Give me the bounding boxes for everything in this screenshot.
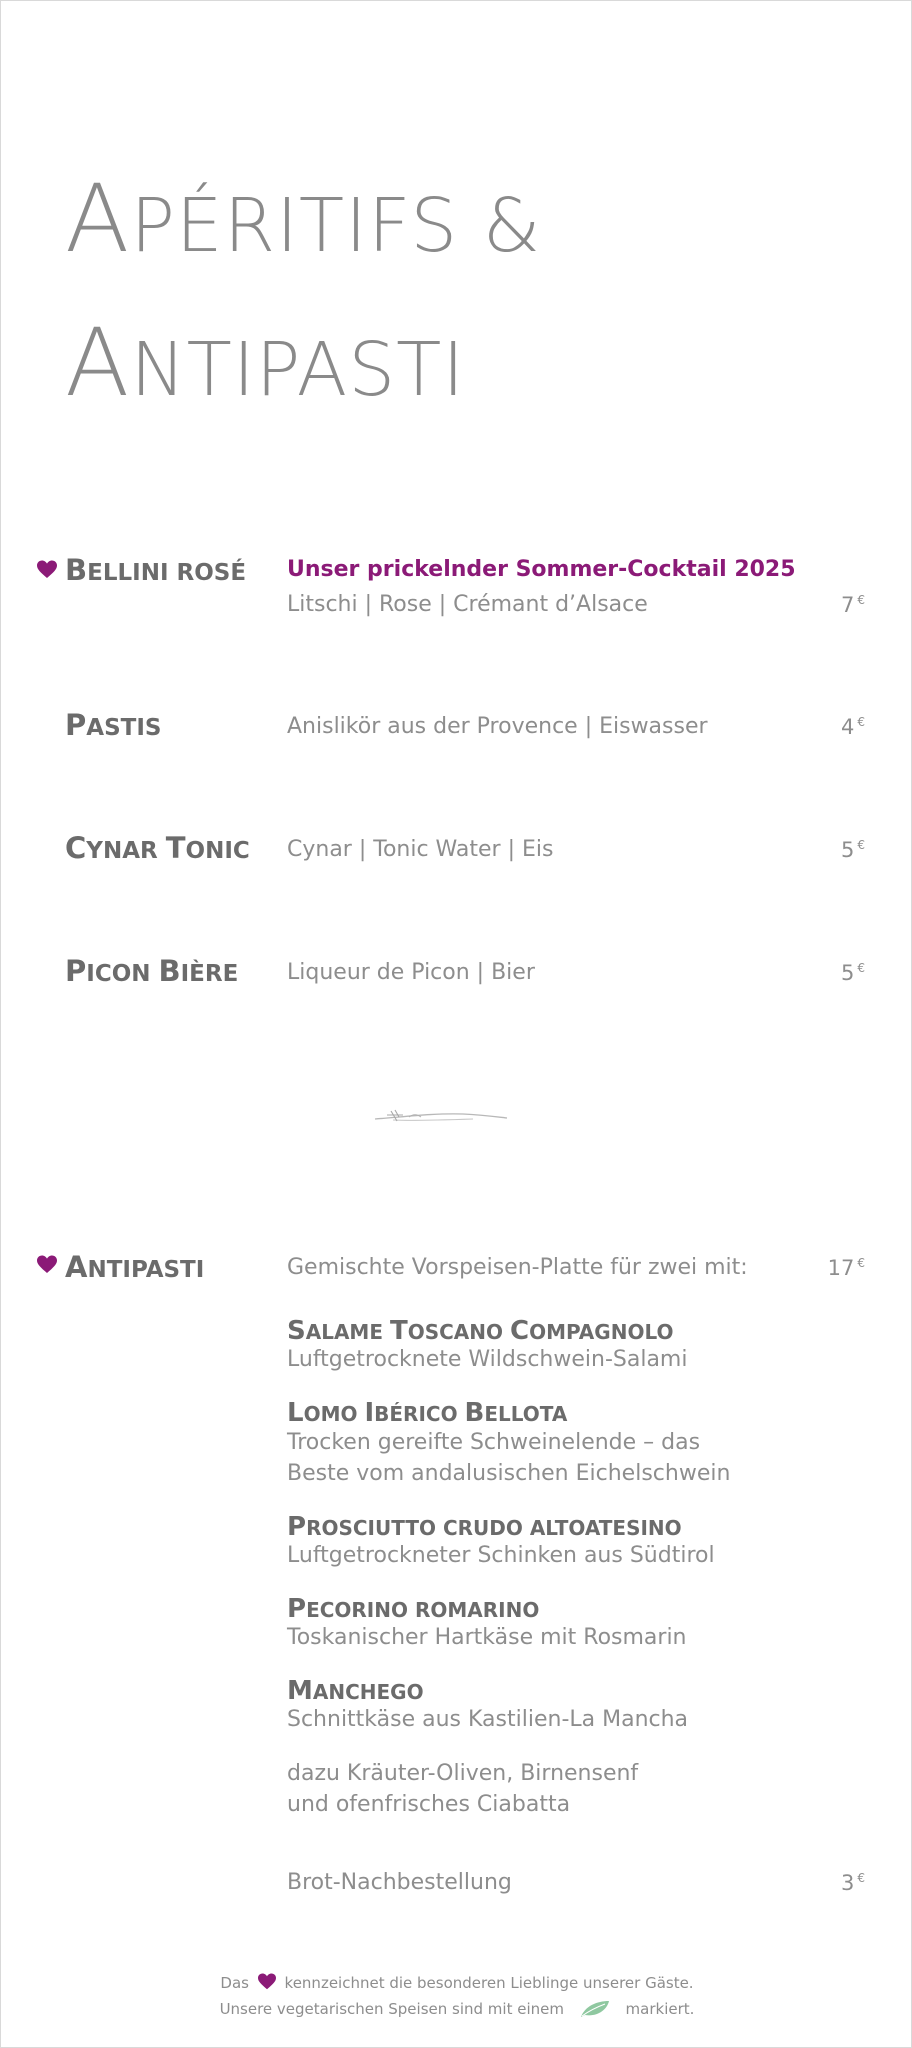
section-name-antipasti: ANTIPASTI <box>65 1250 205 1284</box>
antipasti-item-description: Toskanischer Hartkäse mit Rosmarin <box>287 1625 687 1650</box>
antipasti-extras: und ofenfrisches Ciabatta <box>287 1792 571 1817</box>
leaf-icon <box>579 2000 611 2018</box>
footer-note-favorites: Das kennzeichnet die besonderen Lieblinge unserer Gäste. <box>220 1974 694 1992</box>
price-cynar-tonic: 5 € <box>840 838 865 862</box>
heart-icon <box>258 1973 276 1991</box>
price-bellini: 7 € <box>840 593 865 617</box>
drink-description-bellini: Litschi | Rose | Crémant d’Alsace <box>287 592 648 617</box>
price-pastis: 4 € <box>840 715 865 739</box>
antipasti-item-prosciutto: PROSCIUTTO CRUDO ALTOATESINO <box>287 1512 682 1542</box>
antipasti-item-description: Luftgetrockneter Schinken aus Südtirol <box>287 1543 715 1568</box>
antipasti-item-manchego: MANCHEGO <box>287 1676 424 1706</box>
price-antipasti: 17 € <box>827 1256 865 1280</box>
antipasti-item-description: Schnittkäse aus Kastilien-La Mancha <box>287 1707 689 1732</box>
price-bread: 3 € <box>840 1871 865 1895</box>
footer-note-vegetarian: Unsere vegetarischen Speisen sind mit einem markiert. <box>219 2000 695 2018</box>
price-picon-biere: 5 € <box>840 961 865 985</box>
antipasti-description: Gemischte Vorspeisen-Platte für zwei mit: <box>287 1255 748 1280</box>
antipasti-item-lomo: LOMO IBÉRICO BELLOTA <box>287 1398 568 1428</box>
page-title <box>65 161 541 449</box>
drink-name-cynar-tonic: CYNAR TONIC <box>65 831 250 865</box>
heart-icon <box>37 1255 57 1275</box>
highlight-text: Unser prickelnder Sommer-Cocktail 2025 <box>287 557 796 582</box>
antipasti-extras: dazu Kräuter-Oliven, Birnensenf <box>287 1761 639 1786</box>
drink-description-cynar-tonic: Cynar | Tonic Water | Eis <box>287 837 554 862</box>
drink-name-pastis: PASTIS <box>65 708 162 742</box>
drink-name-picon-biere: PICON BIÈRE <box>65 954 239 988</box>
drink-name-bellini: BELLINI ROSÉ <box>65 553 247 587</box>
title-line-2: ANTIPASTI <box>65 309 466 418</box>
title-line-1: APÉRITIFS & <box>65 165 542 274</box>
branch-ornament-icon <box>373 1105 509 1127</box>
heart-icon <box>37 560 57 580</box>
bread-description: Brot-Nachbestellung <box>287 1870 512 1895</box>
antipasti-item-salame: SALAME TOSCANO COMPAGNOLO <box>287 1316 674 1346</box>
antipasti-item-description: Trocken gereifte Schweinelende – das <box>287 1430 701 1455</box>
drink-description-pastis: Anislikör aus der Provence | Eiswasser <box>287 714 708 739</box>
antipasti-item-description: Beste vom andalusischen Eichelschwein <box>287 1461 731 1486</box>
antipasti-item-description: Luftgetrocknete Wildschwein-Salami <box>287 1347 688 1372</box>
drink-description-picon-biere: Liqueur de Picon | Bier <box>287 960 535 985</box>
antipasti-item-pecorino: PECORINO ROMARINO <box>287 1594 540 1624</box>
